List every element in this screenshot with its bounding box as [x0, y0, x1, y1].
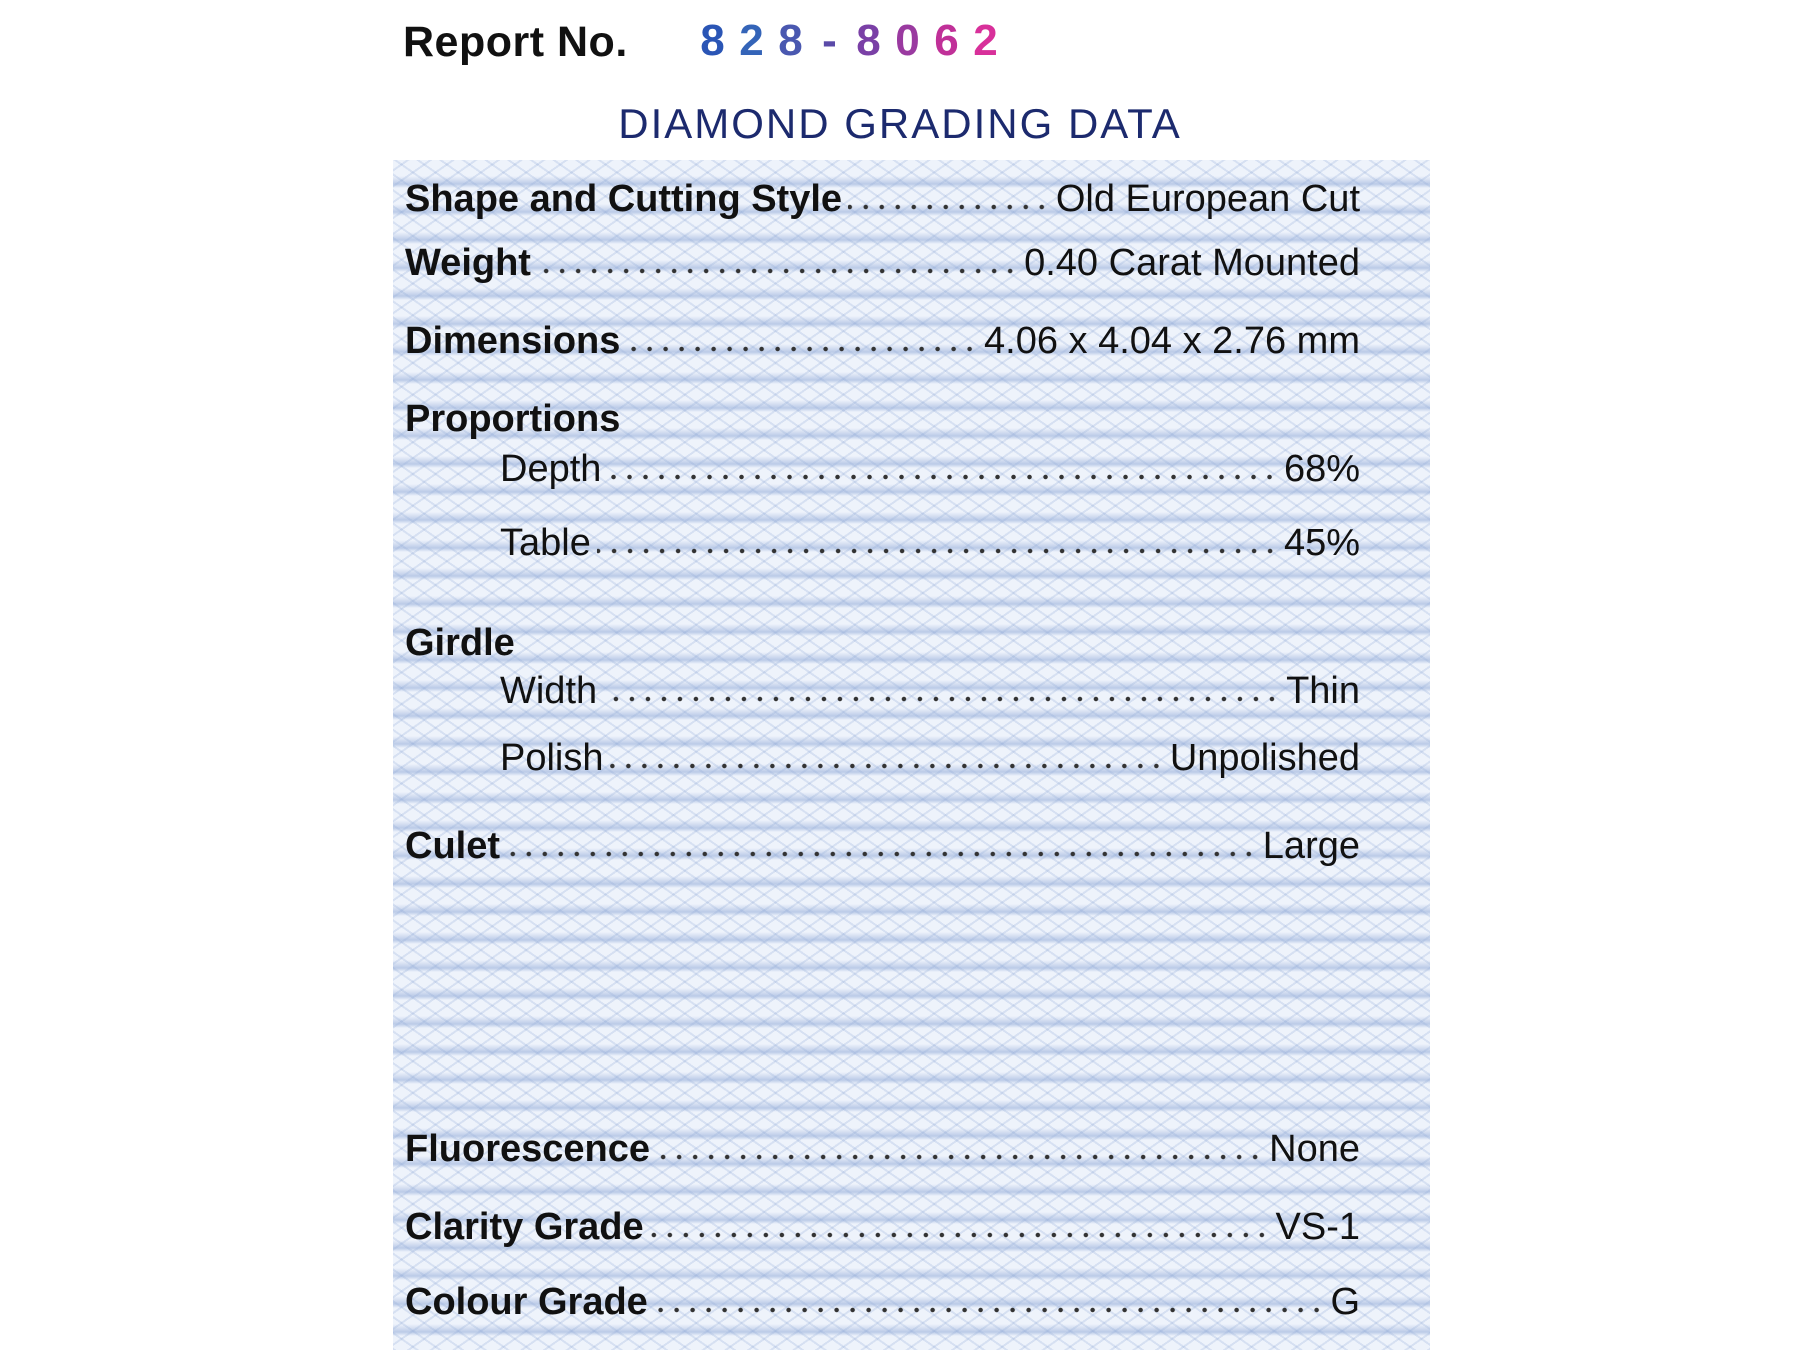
- report-number-label: Report No.: [403, 17, 628, 66]
- report-number-digit: 8: [700, 16, 725, 65]
- dot-leader: [506, 850, 1257, 858]
- row-label: Width: [500, 670, 598, 712]
- row-value: 45%: [1283, 522, 1360, 564]
- row-table: [500, 522, 1360, 565]
- report-number-digit: 2: [739, 16, 764, 65]
- row-label: Clarity Grade: [405, 1206, 644, 1248]
- section-heading-girdle: Girdle: [405, 622, 515, 664]
- report-number-digit: -: [822, 16, 837, 65]
- row-shape-and-cutting-style: [405, 178, 1360, 221]
- report-number-digit: 8: [856, 16, 881, 65]
- row-value: 4.06 x 4.04 x 2.76 mm: [984, 320, 1360, 362]
- section-heading-proportions: Proportions: [405, 398, 621, 440]
- row-colour-grade: [405, 1281, 1360, 1324]
- row-value: G: [1330, 1281, 1360, 1323]
- row-dimensions: [405, 320, 1360, 363]
- row-label: Shape and Cutting Style: [405, 178, 843, 220]
- document-title: DIAMOND GRADING DATA: [618, 100, 1182, 147]
- dot-leader: [654, 1306, 1325, 1314]
- row-label: Fluorescence: [405, 1128, 650, 1170]
- row-depth: [500, 448, 1360, 491]
- dot-leader: [626, 345, 978, 353]
- report-number-value: [693, 16, 1005, 66]
- row-culet: [405, 825, 1360, 868]
- row-girdle-polish: [500, 737, 1360, 780]
- row-value: None: [1269, 1128, 1360, 1170]
- dot-leader: [597, 547, 1278, 555]
- report-number-digit: 6: [934, 16, 959, 65]
- row-label: Colour Grade: [405, 1281, 648, 1323]
- dot-leader: [848, 203, 1050, 211]
- row-value: 68%: [1283, 448, 1360, 490]
- dot-leader: [610, 762, 1164, 770]
- row-value: VS-1: [1275, 1206, 1360, 1248]
- dot-leader: [537, 267, 1018, 275]
- row-clarity-grade: [405, 1206, 1360, 1249]
- dot-leader: [656, 1153, 1263, 1161]
- row-fluorescence: [405, 1128, 1360, 1171]
- row-value: Thin: [1286, 670, 1360, 712]
- report-number-digit: 0: [895, 16, 920, 65]
- row-label: Dimensions: [405, 320, 621, 362]
- report-number: [403, 14, 998, 70]
- row-value: 0.40 Carat Mounted: [1024, 242, 1360, 284]
- row-weight: [405, 242, 1360, 285]
- dot-leader: [650, 1231, 1270, 1239]
- report-number-digit: 8: [778, 16, 803, 65]
- row-value: Large: [1262, 825, 1360, 867]
- row-label: Table: [500, 522, 591, 564]
- row-label: Weight: [405, 242, 531, 284]
- row-girdle-width: [500, 670, 1360, 713]
- dot-leader: [603, 695, 1280, 703]
- report-number-digit: 2: [973, 16, 998, 65]
- row-label: Polish: [500, 737, 604, 779]
- row-value: Unpolished: [1169, 737, 1360, 779]
- row-value: Old European Cut: [1055, 178, 1360, 220]
- dot-leader: [607, 473, 1278, 481]
- row-label: Depth: [500, 448, 602, 490]
- row-label: Culet: [405, 825, 500, 867]
